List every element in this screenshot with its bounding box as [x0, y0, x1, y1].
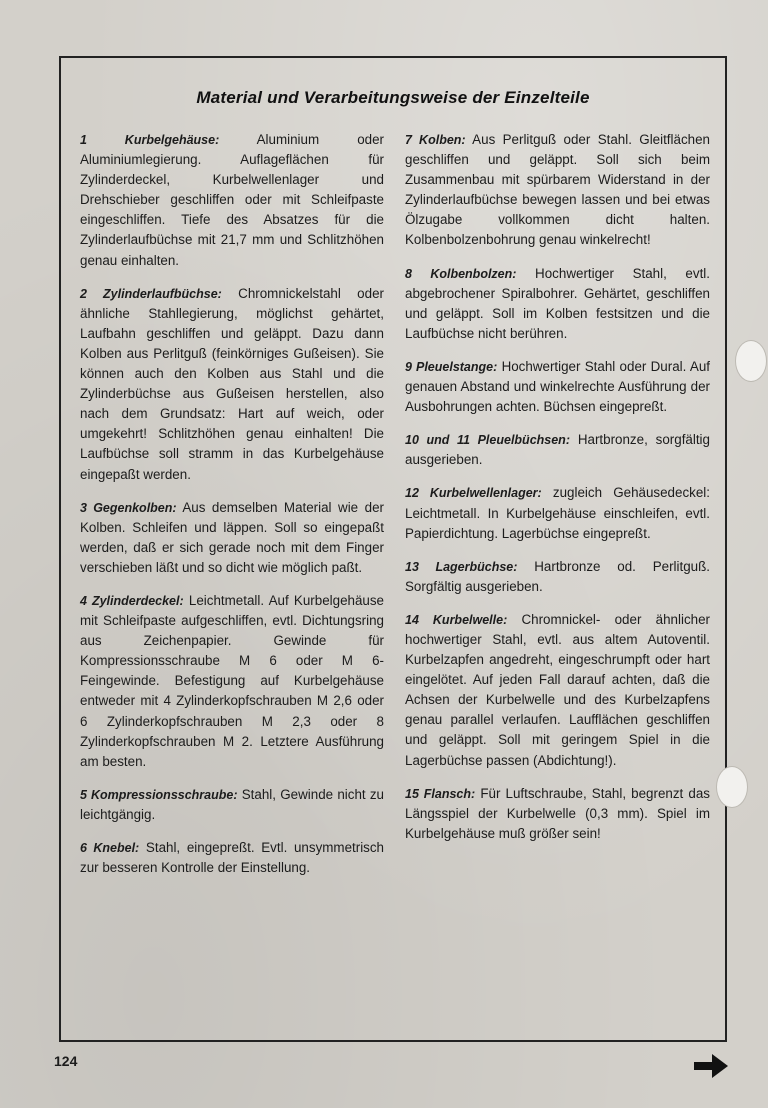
- entry-12: [405, 483, 710, 543]
- entry-heading: 6 Knebel:: [80, 841, 140, 855]
- entry-8: [405, 264, 710, 344]
- entry-text: Hochwertiger Stahl oder Dural. Auf genauen Abstand und winkelrechte Ausführung der Ausbohrungen achten. Büchsen eingepreßt.: [405, 358, 711, 415]
- entry-text: Hartbronze od. Perlitguß. Sorgfältig ausgerieben.: [405, 558, 711, 594]
- arrow-right-icon[interactable]: [694, 1053, 728, 1079]
- page-number: 124: [54, 1053, 78, 1069]
- entry-3: [80, 498, 384, 578]
- entry-text: Stahl, eingepreßt. Evtl. unsymmetrisch zur besseren Kontrolle der Einstellung.: [80, 840, 385, 876]
- entry-heading: 1 Kurbelgehäuse:: [80, 133, 220, 147]
- entry-heading: 12 Kurbelwellenlager:: [405, 486, 542, 501]
- entry-2: [80, 284, 384, 485]
- entry-text: Chromnickelstahl oder ähnliche Stahllegierung, möglichst gehärtet, Laufbahn geschliffen und geläppt. Dazu dann Kolben aus Perlitguß (feinkörniges Gußeisen). Sie können auch den Kolben aus Stahl und die Zylinderbüchse aus Gußeisen herstellen, also nach dem Grundsatz: Hart auf weich, oder umgekehrt! Schlitzhöhen genau einhalten! Die Laufbüchse soll stramm in das Kurbelgehäuse eingepaßt werden.: [80, 285, 384, 482]
- entry-text: zugleich Gehäusedeckel: Leichtmetall. In Kurbelgehäuse einschleifen, evtl. Papierdichtung. Lagerbüchse eingepreßt.: [405, 485, 710, 541]
- entry-heading: 3 Gegenkolben:: [80, 500, 177, 515]
- entry-text: Hartbronze, sorgfältig ausgerieben.: [405, 432, 710, 468]
- entry-7: [405, 130, 710, 251]
- entry-10-11: [405, 430, 710, 470]
- entry-heading: 9 Pleuelstange:: [405, 359, 498, 374]
- entry-5: [80, 785, 384, 825]
- punch-hole: [716, 766, 748, 808]
- entry-text: Leichtmetall. Auf Kurbelgehäuse mit Schleifpaste aufgeschliffen, evtl. Dichtungsring aus Zeichenpapier. Gewinde für Kompressionsschraube M 6 oder M 6-Feingewinde. Befestigung auf Kurbelgehäuse entweder mit 4 Zylinderkopfschrauben M 2,6 oder 6 Zylinderkopfschrauben M 2,3 oder 8 Zylinderkopfschrauben M 2. Letztere Ausführung am besten.: [80, 592, 385, 769]
- punch-hole: [735, 340, 767, 382]
- entry-heading: 2 Zylinderlaufbüchse:: [80, 286, 222, 301]
- entry-heading: 14 Kurbelwelle:: [405, 612, 508, 627]
- right-column: [405, 130, 710, 857]
- entry-text: Für Luftschraube, Stahl, begrenzt das Längsspiel der Kurbelwelle (0,3 mm). Spiel im Kurbelgehäuse muß größer sein!: [405, 785, 710, 841]
- left-column: [80, 130, 384, 891]
- entry-text: Aluminium oder Aluminiumlegierung. Auflageflächen für Zylinderdeckel, Kurbelwellenlager und Drehschieber geschliffen oder mit Schleifpaste eingeschliffen. Tiefe des Absatzes für die Zylinderlaufbüchse mit 21,7 mm und Schlitzhöhen genau einhalten.: [80, 132, 385, 268]
- entry-heading: 13 Lagerbüchse:: [405, 559, 518, 574]
- entry-15: [405, 784, 710, 844]
- entry-text: Aus Perlitguß oder Stahl. Gleitflächen geschliffen und geläppt. Soll sich beim Zusammenbau mit spürbarem Widerstand in der Zylinderlaufbüchse bewegen lassen und bei etwas Ölzugabe vollkommen dicht halten. Kolbenbolzenbohrung genau winkelrecht!: [405, 132, 710, 248]
- entry-text: Hochwertiger Stahl, evtl. abgebrochener Spiralbohrer. Gehärtet, geschliffen und geläppt. Soll im Kolben festsitzen und die Laufbüchse nicht berühren.: [405, 265, 710, 341]
- entry-heading: 4 Zylinderdeckel:: [80, 593, 184, 608]
- entry-text: Stahl, Gewinde nicht zu leichtgängig.: [80, 786, 384, 822]
- entry-heading: 15 Flansch:: [405, 786, 476, 801]
- entry-heading: 10 und 11 Pleuelbüchsen:: [405, 433, 570, 448]
- entry-heading: 5 Kompressionsschraube:: [80, 787, 238, 802]
- entry-13: [405, 557, 710, 597]
- entry-heading: 7 Kolben:: [405, 133, 466, 147]
- entry-14: [405, 610, 710, 771]
- entry-4: [80, 591, 384, 772]
- page-title: Material und Verarbeitungsweise der Einzelteile: [196, 88, 590, 107]
- entry-text: Aus demselben Material wie der Kolben. Schleifen und läppen. Soll so eingepaßt werden, daß er sich gerade noch mit dem Finger verschieben läßt und so dicht wie möglich paßt.: [80, 499, 384, 575]
- entry-9: [405, 357, 710, 417]
- entry-1: [80, 130, 384, 271]
- entry-text: Chromnickel- oder ähnlicher hochwertiger Stahl, evtl. aus altem Autoventil. Kurbelzapfen angedreht, eingeschrumpft oder hart eingelötet. Auf jeden Fall darauf achten, daß die Achsen der Kurbelwelle und des Kurbelzapfens genau parallel verlaufen. Laufflächen geschliffen und geläppt. Soll mit geringem Spiel in die Lagerbüchse passen (Abdichtung!).: [405, 611, 710, 768]
- entry-heading: 8 Kolbenbolzen:: [405, 266, 517, 281]
- entry-6: [80, 838, 384, 878]
